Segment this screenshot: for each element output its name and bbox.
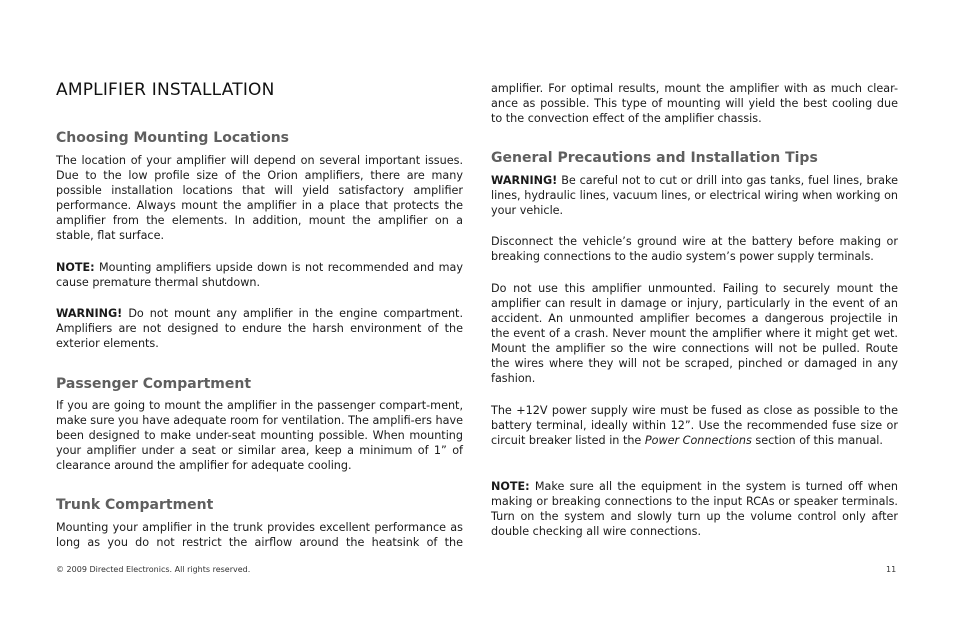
note-upside-down: [56, 260, 463, 290]
heading-general-precautions: General Precautions and Installation Tips: [491, 150, 818, 166]
paragraph-ground-wire: Disconnect the vehicle’s ground wire at the battery before making or breaking connections to the audio system’s power supply terminals.: [491, 235, 898, 263]
fuse-text-1: The +12V power supply wire must be fused as close as possible to the battery terminal, ideally within 12”. Use the recommended fuse size or circuit breaker listed in the: [491, 404, 898, 447]
paragraph-trunk-continued: amplifier. For optimal results, mount the amplifier with as much clear-ance as possible. This type of mounting will yield the best cooling due to the convection effect of the amplifier chassis.: [491, 82, 898, 125]
page-title: AMPLIFIER INSTALLATION: [56, 80, 275, 100]
paragraph-fuse: [491, 403, 898, 448]
warning-text: Do not mount any amplifier in the engine compartment. Amplifiers are not designed to endure the harsh environment of the exterior elements.: [56, 307, 463, 350]
note-text: Mounting amplifiers upside down is not recommended and may cause premature thermal shutdown.: [56, 261, 463, 289]
warning-drilling: [491, 173, 898, 218]
warning-label: WARNING!: [491, 174, 558, 187]
fuse-text-2: section of this manual.: [755, 434, 883, 447]
paragraph-trunk-compartment: Mounting your amplifier in the trunk provides excellent performance as long as you do not restrict the airflow around the heatsink of the: [56, 521, 463, 549]
paragraph-mounting-locations: The location of your amplifier will depend on several important issues. Due to the low profile size of the Orion amplifiers, there are many possible installation locations that will yield satisfactory amplifier performance. Always mount the amplifier in a place that protects the amplifier from the elements. In addition, mount the amplifier on a stable, flat surface.: [56, 154, 463, 242]
note-label: NOTE:: [491, 480, 530, 493]
warning-label: WARNING!: [56, 307, 123, 320]
fuse-reference: Power Connections: [644, 434, 752, 447]
note-text: Make sure all the equipment in the system is turned off when making or breaking connections to the input RCAs or speaker terminals. Turn on the system and slowly turn up the volume control only after double checking all wire connections.: [491, 480, 898, 538]
warning-engine-compartment: [56, 306, 463, 351]
note-label: NOTE:: [56, 261, 95, 274]
paragraph-passenger-compartment: If you are going to mount the amplifier in the passenger compart-ment, make sure you have adequate room for ventilation. The amplifi-ers have been designed to make under-seat mounting possible. When mounting your amplifier under a seat or similar area, keep a minimum of 1” of clearance around the amplifier for adequate cooling.: [56, 399, 463, 472]
warning-text: Be careful not to cut or drill into gas tanks, fuel lines, brake lines, hydraulic lines, vacuum lines, or electrical wiring when working on your vehicle.: [491, 174, 898, 217]
heading-choosing-mounting-locations: Choosing Mounting Locations: [56, 130, 290, 146]
copyright-footer: © 2009 Directed Electronics. All rights reserved.: [56, 565, 251, 574]
paragraph-unmounted: Do not use this amplifier unmounted. Failing to securely mount the amplifier can result in damage or injury, particularly in the event of an accident. An unmounted amplifier becomes a dangerous projectile in the event of a crash. Never mount the amplifier where it might get wet. Mount the amplifier so the wire connections will not be pulled. Route the wires where they will not be scraped, pinched or damaged in any fashion.: [491, 282, 898, 385]
heading-trunk-compartment: Trunk Compartment: [56, 497, 214, 513]
note-connections: [491, 479, 898, 539]
heading-passenger-compartment: Passenger Compartment: [56, 376, 252, 392]
page-number: 11: [886, 565, 897, 574]
